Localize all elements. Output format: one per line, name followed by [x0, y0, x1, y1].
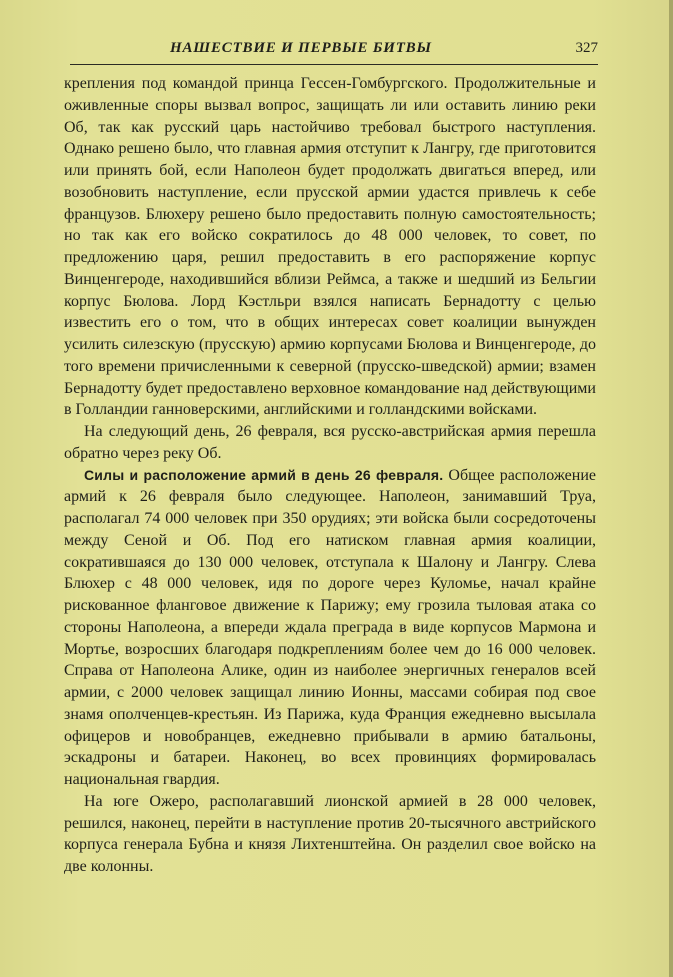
paragraph-text: Общее расположение армий к 26 февраля было следующее. Наполеон, занимавший Труа, располагал 74 000 человек при 350 орудиях; эти войска были сосредоточены между Сеной и Об. Под его натиском главная армия коалиции, сократившаяся до 130 000 человек, отступала к Шалону и Лангру. Слева Блюхер с 48 000 человек, идя по дороге через Куломье, начал крайне рискованное фланговое движение к Парижу; ему грозила тыловая атака со стороны Наполеона, а впереди ждала преграда в виде корпусов Мармона и Мортье, возросших благодаря подкреплениям более чем до 16 000 человек. Справа от Наполеона Алике, один из наиболее энергичных генералов всей армии, с 2000 человек защищал линию Ионны, массами собирая под свое знамя ополченцев-крестьян. Из Парижа, куда Франция ежедневно высылала офицеров и новобранцев, ежедневно прибывали в армию батальоны, эскадроны и батареи. Наконец, во всех провинциях формировалась национальная гвардия. — [64, 466, 597, 788]
page-header — [70, 40, 598, 62]
run-in-heading: Силы и расположение армий в день 26 февраля. — [84, 466, 444, 483]
paragraph: крепления под командой принца Гессен-Гомбургского. Продолжительные и оживленные споры вызвал вопрос, защищать ли или оставить линию реки Об, так как русский царь настойчиво требовал быстрого наступления. Однако решено было, что главная армия отступит к Лангру, где приготовится или принять бой, если Наполеон будет продолжать двигаться вперед, или возобновить наступление, если прусской армии удастся привлечь к себе французов. Блюхеру решено было предоставить полную самостоятельность; но так как его войско сократилось до 48 000 человек, то совет, по предложению царя, решил предоставить в его распоряжение корпус Винценгероде, находившийся вблизи Реймса, а также и шедший из Бельгии корпус Бюлова. Лорд Кэстльри взялся написать Бернадотту с целью известить его о том, что в общих интересах совет коалиции вынужден усилить силезскую (прусскую) армию корпусами Бюлова и Винценгероде, до того времени причисленными к северной (прусско-шведской) армии; взамен Бернадотту будет предоставлено верховное командование над действующими в Голландии ганноверскими, английскими и голландскими войсками. — [64, 75, 596, 419]
header-rule — [70, 64, 598, 65]
running-title: НАШЕСТВИЕ И ПЕРВЫЕ БИТВЫ — [170, 40, 432, 56]
page-number: 327 — [575, 40, 598, 56]
body-text — [64, 73, 596, 878]
paragraph: На юге Ожеро, располагавший лионской армией в 28 000 человек, решился, наконец, перейти в наступление против 20-тысячного австрийского корпуса генерала Бубна и князя Лихтенштейна. Он разделил свое войско на две колонны. — [64, 792, 596, 875]
paragraph: На следующий день, 26 февраля, вся русско-австрийская армия перешла обратно через реку Об. — [64, 423, 596, 462]
paragraph — [64, 465, 596, 791]
